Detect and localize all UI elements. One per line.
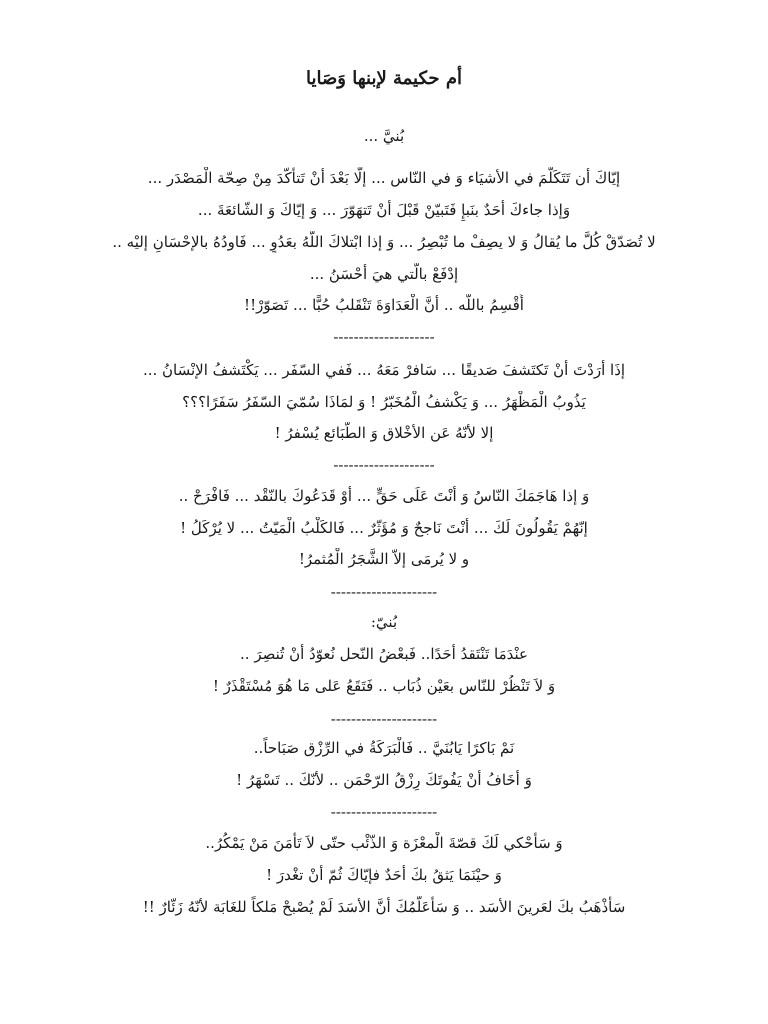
section-divider: --------------------- — [330, 583, 438, 601]
text-line: بُنيَّ ... — [363, 127, 405, 145]
section-divider: -------------------- — [333, 328, 435, 346]
text-line: بُنيّ: — [370, 613, 398, 631]
text-line: و لا يُرمَى إلاّ الشَّجَرُ الْمُثمرُ! — [298, 550, 470, 568]
text-line: إيّاكَ أن تَتَكَلّمَ في الأشيَاء وَ في النّاس ... إلّا بَعْدَ أنْ تَتأكّدَ مِنْ صِحّة الْمَصْدَر ... — [147, 169, 621, 187]
text-line: وَ أخَافُ أنْ يَفُوتَكَ رِزْقُ الرّحْمَن .. لأنّكَ .. تَسْهَرُ ! — [236, 771, 532, 789]
text-line: وَ سَأحْكي لَكَ قصّةَ الْمعْزَة وَ الذّئْب حتّى لاَ تَأمَنَ مَنْ يَمْكُرُ.. — [205, 834, 563, 852]
text-line: إلا لأنّهُ عَن الأخْلاق وَ الطّبَائع يُسْفرُ ! — [274, 424, 494, 442]
text-line: وَ حيْنَمَا يَثقُ بكَ أحَدٌ فإيّاكَ ثُمّ أنْ تغْدرَ ! — [266, 866, 502, 884]
text-line: إدْفَعْ بالّتي هيَ أحْسَنُ ... — [309, 265, 459, 283]
text-line: وَ إذا هَاجَمَكَ النّاسُ وَ أنْتَ عَلَى حَقٍّ ... أوْ قَدَعُوكَ بالنّقْد ... فَافْرَحْ .. — [178, 487, 590, 505]
text-line: إذَا أرَدْتَ أنْ تَكتَشفَ صَديقًا ... سَافرْ مَعَهُ ... فَفي السّفَر ... يَكْتَشفُ الإنْسَانُ ... — [142, 361, 626, 379]
text-line: يَذُوبُ الْمَظْهَرُ ... وَ يَكْشفُ الْمُخَبّرُ ! وَ لمَاذَا سُمّيَ السّفَرُ سَفَرًا؟؟؟ — [182, 393, 586, 411]
text-line: سَأذْهَبُ بكَ لعَرينَ الأسَد .. وَ سَأُعَلّمُكَ أنَّ الأسَدَ لَمْ يُصْبحْ مَلكاً للغَابَة لأنّهُ زَئّارٌ !! — [142, 898, 626, 916]
section-divider: -------------------- — [333, 456, 435, 474]
section-divider: --------------------- — [330, 710, 438, 728]
page-title: أم حكيمة لإبنها وَصَايا — [306, 68, 462, 89]
text-line: نَمْ بَاكرًا يَابُنَيَّ .. فَالْبَرَكَةُ في الرِّزْق صَبَاحاً.. — [253, 739, 515, 757]
text-line: لا تُصَدّقْ كُلَّ ما يُقالُ وَ لا يصِفْ ما تُبْصِرُ ... وَ إذا ابْتلاكَ اللّهُ بعَدُوٍ ... فَاودُهُ بالإحْسَانِ إليْه .. — [112, 233, 656, 251]
text-line: وَإذا جاءكَ أحَدٌ بنَبإٍ فَتَبيّنْ قَبْلَ أنْ تَتهَوّرَ ... وَ إيّاكَ وَ الشّائعَةَ ... — [197, 201, 571, 219]
text-line: أُقْسِمُ باللّه .. أنَّ الْعَدَاوَةَ تَنْقَلبُ حُبًّا ... تَصَوّرْ!! — [244, 296, 524, 314]
text-line: إنّهُمْ يَقُولُونَ لَكَ ... أنْتَ نَاجحٌ وَ مُؤَثّرٌ ... فَالكَلْبُ الْمَيّتُ ... لا يُرْكَلُ ! — [180, 519, 588, 537]
text-line: عنْدَمَا تَنْتَقدُ أحَدًا.. فَبعْضُ النّحل نُعوّدُ أنْ تُنصِرَ .. — [240, 645, 528, 663]
text-line: وَ لاَ تَنْظُرْ للنّاس بعَيْن ذُبَاب .. فَتَقَعُ عَلى مَا هُوَ مُسْتَقْذَرٌ ! — [212, 677, 556, 695]
section-divider: --------------------- — [330, 803, 438, 821]
